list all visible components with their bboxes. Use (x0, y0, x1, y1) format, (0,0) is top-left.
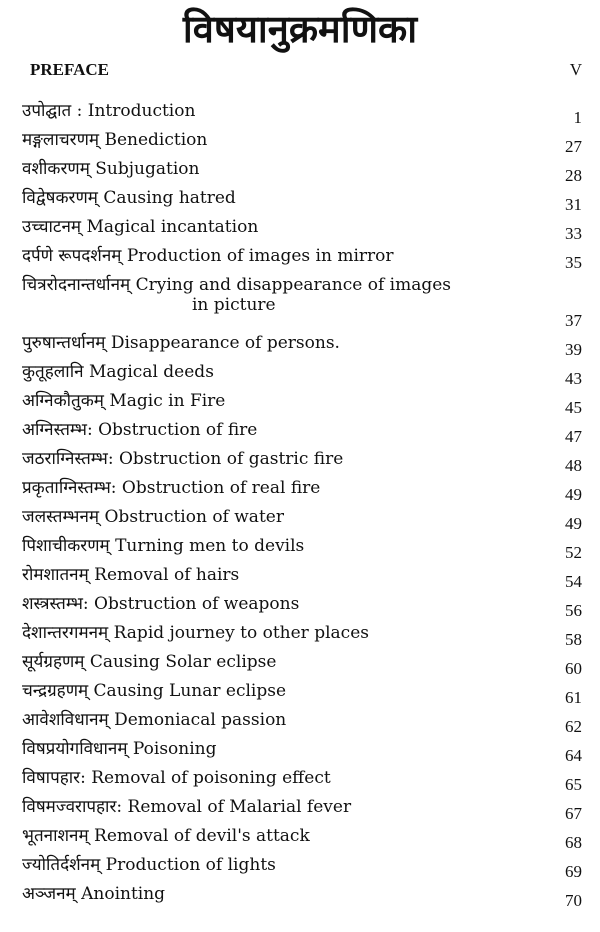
toc-entry (22, 823, 582, 852)
toc-entry-title-line: दर्पणे रूपदर्शनम् Production of images in mirror (22, 246, 394, 266)
toc-entry-page-number: 67 (565, 804, 582, 823)
toc-entry-title-line: अग्निकौतुकम् Magic in Fire (22, 391, 226, 411)
toc-entry-title (22, 330, 538, 353)
toc-entry-title (22, 156, 538, 179)
toc-entry-page-number: 47 (565, 427, 582, 446)
toc-entry-page-number: 69 (565, 862, 582, 881)
toc-entry-title (22, 707, 538, 730)
toc-entry (22, 446, 582, 475)
toc-entry-title (22, 823, 538, 846)
toc-entry-title-line: मङ्गलाचरणम् Benediction (22, 130, 208, 150)
toc-entry-title-line: भूतनाशनम् Removal of devil's attack (22, 826, 310, 846)
toc-entry-page-number: 62 (565, 717, 582, 736)
toc-entry-title (22, 243, 538, 266)
toc-entry-title (22, 649, 538, 672)
toc-entry (22, 533, 582, 562)
toc-entry (22, 736, 582, 765)
toc-entry-title-line: वशीकरणम् Subjugation (22, 159, 200, 179)
toc-entry-title-line: चित्ररोदनान्तर्धानम् Crying and disappearance of images (22, 275, 451, 295)
page-title: विषयानुक्रमणिका (182, 7, 418, 51)
toc-entry-page-number: 33 (565, 224, 582, 243)
preface-page-number: V (569, 60, 582, 79)
toc-entry-title (22, 765, 538, 788)
toc-entry-title (22, 562, 538, 585)
toc-entry (22, 98, 582, 127)
toc-entry-title (22, 185, 538, 208)
toc-entry-title (22, 98, 538, 121)
toc-entry-page-number: 68 (565, 833, 582, 852)
toc-entry-title-line: आवेशविधानम् Demoniacal passion (22, 710, 287, 730)
toc-entry (22, 388, 582, 417)
toc-entry-title (22, 388, 538, 411)
toc-entry-title-line: ज्योतिर्दर्शनम् Production of lights (22, 855, 276, 875)
toc-entry-title-line: विषापहार: Removal of poisoning effect (22, 768, 331, 788)
toc-entry (22, 417, 582, 446)
toc-entry-page-number: 45 (565, 398, 582, 417)
toc-entry-title (22, 504, 538, 527)
toc-entry-title (22, 881, 538, 904)
toc-entry-page-number: 28 (565, 166, 582, 185)
toc-entry (22, 852, 582, 881)
preface-row (30, 60, 582, 86)
toc-entry-title (22, 417, 538, 440)
toc-entry-page-number: 35 (565, 253, 582, 272)
toc-entry (22, 649, 582, 678)
toc-entry-title-line: विषप्रयोगविधानम् Poisoning (22, 739, 217, 759)
toc-entry-title-line: अञ्जनम् Anointing (22, 884, 166, 904)
toc-entry (22, 127, 582, 156)
toc-entry-title-line: चन्द्रग्रहणम् Causing Lunar eclipse (22, 681, 287, 701)
toc-entry-page-number: 31 (565, 195, 582, 214)
toc-entry-title (22, 736, 538, 759)
toc-entry-page-number: 64 (565, 746, 582, 765)
toc-entry (22, 504, 582, 533)
toc-entry-title (22, 533, 538, 556)
toc-entry-title-line: विषमज्वरापहार: Removal of Malarial fever (22, 797, 352, 817)
toc-entry-page-number: 56 (565, 601, 582, 620)
toc-entry-title-line: प्रकृताग्निस्तम्भ: Obstruction of real fire (22, 478, 321, 498)
toc-entry (22, 185, 582, 214)
toc-entry (22, 562, 582, 591)
toc-entry (22, 765, 582, 794)
toc-entry-page-number: 65 (565, 775, 582, 794)
toc-entry-title-line: सूर्यग्रहणम् Causing Solar eclipse (22, 652, 277, 672)
toc-entry-title (22, 127, 538, 150)
toc-entry-page-number: 49 (565, 514, 582, 533)
toc-entry-title-line: जलस्तम्भनम् Obstruction of water (22, 507, 284, 527)
toc-entry-page-number: 39 (565, 340, 582, 359)
toc-entry-title-line: कुतूहलानि Magical deeds (22, 362, 214, 382)
toc-entry-page-number: 54 (565, 572, 582, 591)
toc-entry-page-number: 58 (565, 630, 582, 649)
toc-entry (22, 678, 582, 707)
toc-entry-title (22, 446, 538, 469)
toc-entry (22, 591, 582, 620)
toc-entry-title-line: विद्वेषकरणम् Causing hatred (22, 188, 236, 208)
toc-entry (22, 881, 582, 910)
toc-entry (22, 156, 582, 185)
toc-entry (22, 475, 582, 504)
toc-entry-title (22, 359, 538, 382)
toc-entry-title (22, 475, 538, 498)
toc-entry-title-line: देशान्तरगमनम् Rapid journey to other places (22, 623, 369, 643)
toc-entry-title-line: उच्चाटनम् Magical incantation (22, 217, 259, 237)
toc-entry-title (22, 852, 538, 875)
toc-entry-page-number: 43 (565, 369, 582, 388)
toc-entry (22, 620, 582, 649)
toc-entry (22, 794, 582, 823)
toc-entry-title (22, 620, 538, 643)
preface-label: PREFACE (30, 60, 110, 79)
toc-entry-page-number: 60 (565, 659, 582, 678)
toc-entry-page-number: 70 (565, 891, 582, 910)
toc-entry-page-number: 61 (565, 688, 582, 707)
toc-entry-title-line: पिशाचीकरणम् Turning men to devils (22, 536, 305, 556)
toc-entry-page-number: 52 (565, 543, 582, 562)
toc-entry (22, 214, 582, 243)
toc-entry-title (22, 678, 538, 701)
toc-entry-title-line: जठराग्निस्तम्भ: Obstruction of gastric fire (22, 449, 344, 469)
toc-entry (22, 707, 582, 736)
toc-entry-title-line: शस्त्रस्तम्भ: Obstruction of weapons (22, 594, 300, 614)
toc-entry-title (22, 214, 538, 237)
toc-entry-page-number: 49 (565, 485, 582, 504)
table-of-contents (22, 98, 582, 910)
toc-entry-page-number: 37 (565, 311, 582, 330)
toc-entry-title (22, 591, 538, 614)
toc-entry-page-number: 1 (573, 108, 582, 127)
toc-entry-title-line: अग्निस्तम्भ: Obstruction of fire (22, 420, 258, 440)
toc-entry-page-number: 48 (565, 456, 582, 475)
toc-entry (22, 359, 582, 388)
toc-entry-title-line: पुरुषान्तर्धानम् Disappearance of persons. (22, 333, 340, 353)
toc-entry-title-continuation: in picture (192, 295, 276, 315)
toc-entry-title-line: उपोद्घात : Introduction (22, 101, 196, 121)
toc-entry-title (22, 794, 538, 817)
toc-entry-title-line: रोमशातनम् Removal of hairs (22, 565, 240, 585)
toc-entry-page-number: 27 (565, 137, 582, 156)
toc-entry (22, 330, 582, 359)
toc-entry-title (22, 272, 538, 315)
toc-entry (22, 272, 582, 330)
toc-entry (22, 243, 582, 272)
